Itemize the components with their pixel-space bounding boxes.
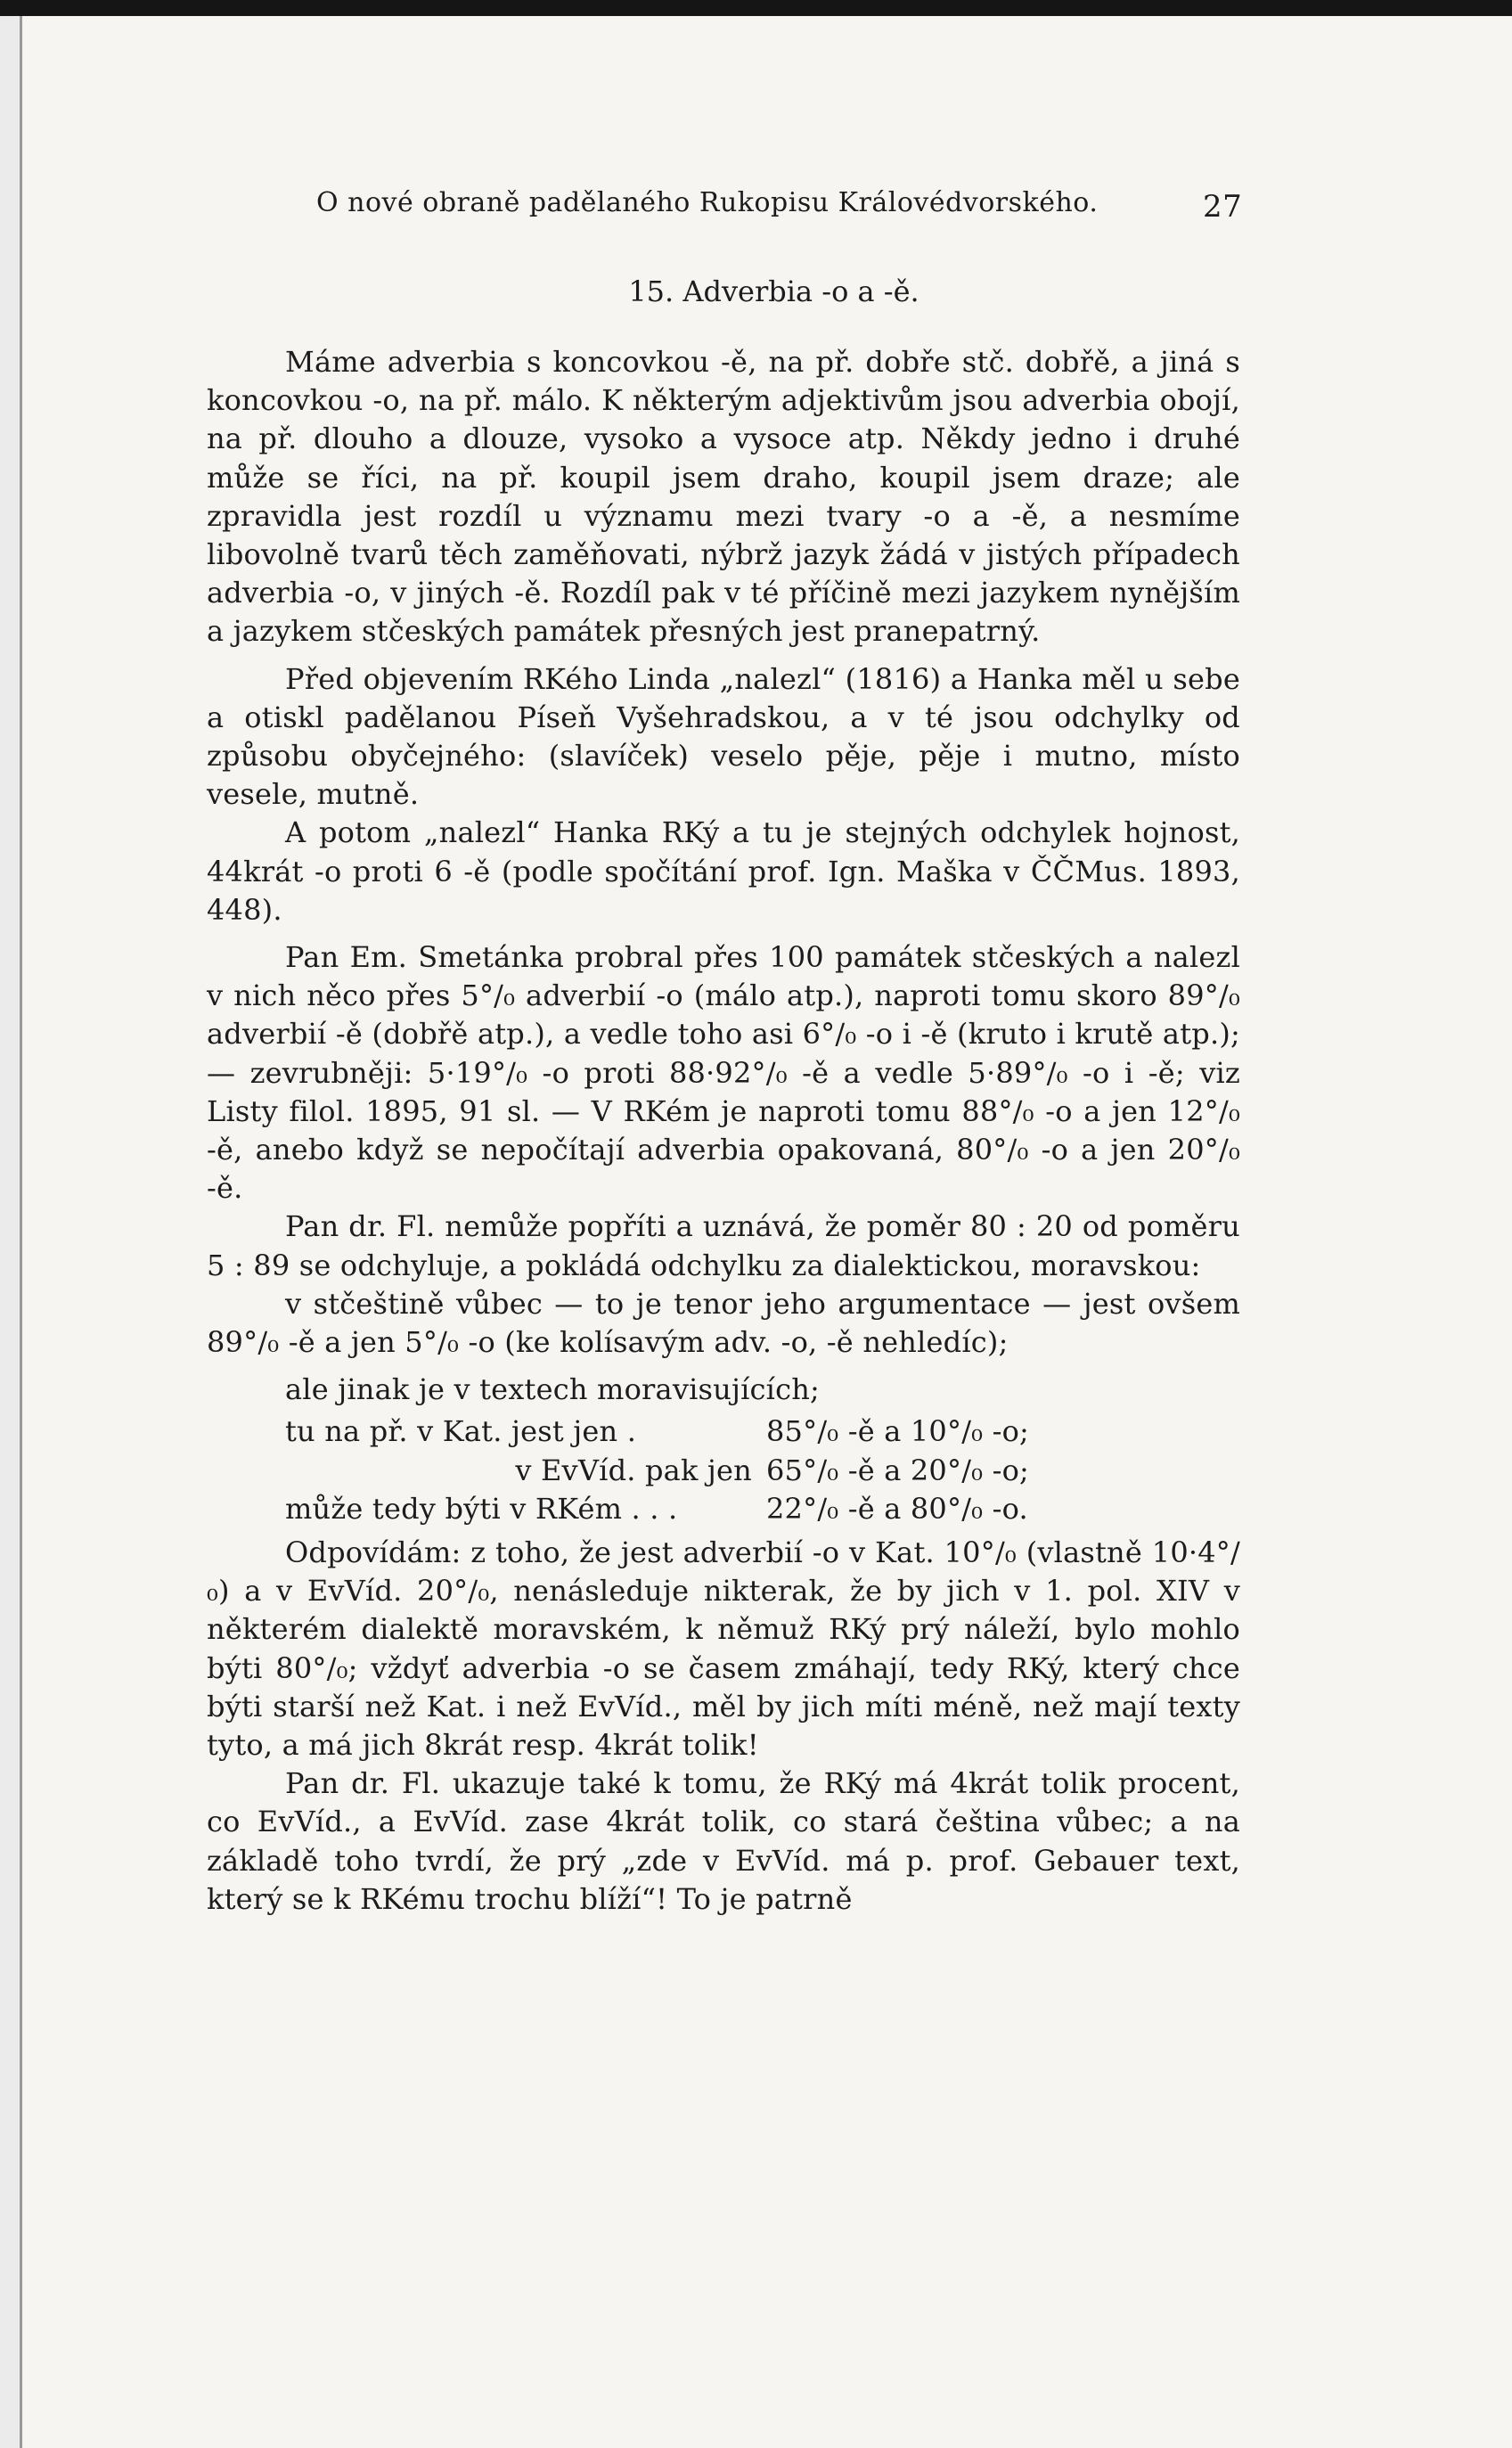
page-top-edge (0, 0, 1512, 16)
paragraph-adverbia-intro: Máme adverbia s koncovkou -ě, na př. dobře stč. dobřě, a jiná s koncovkou -o, na př. málo. K některým adjektivům jsou adverbia obojí, na př. dlouho a dlouze, vysoko a vysoce atp. Někdy jedno i druhé může se říci, na př. koupil jsem draho, koupil jsem draze; ale zpravidla jest rozdíl u významu mezi tvary -o a -ě, a nesmíme libovolně tvarů těch zaměňovati, nýbrž jazyk žádá v jistých případech adverbia -o, v jiných -ě. Rozdíl pak v té příčině mezi jazykem nynějším a jazykem stčeských památek přesných jest pranepatrný. (207, 345, 1240, 649)
table-row (285, 1452, 1240, 1490)
table-value: 22°/₀ -ě a 80°/₀ -o. (766, 1491, 1028, 1526)
paragraph-stcestina: v stčeštině vůbec — to je tenor jeho argumentace — jest ovšem 89°/₀ -ě a jen 5°/₀ -o (ke kolísavým adv. -o, -ě nehledíc); (207, 1286, 1240, 1360)
section-title: 15. Adverbia -o a -ě. (628, 274, 919, 308)
comparison-table (285, 1412, 1240, 1528)
table-label: může tedy býti v RKém . . . (285, 1491, 678, 1526)
body-text (207, 343, 1240, 1919)
running-title: O nové obraně padělaného Rukopisu Královédvorského. (316, 187, 1099, 218)
page-number: 27 (1203, 189, 1243, 225)
page-header (0, 187, 1512, 232)
paragraph-moravisujici: ale jinak je v textech moravisujících; (285, 1372, 821, 1407)
table-label: v EvVíd. pak jen (515, 1453, 752, 1487)
table-label: tu na př. v Kat. jest jen . (285, 1414, 637, 1449)
table-row (285, 1412, 1240, 1451)
paragraph-hanka-rky: A potom „nalezl“ Hanka RKý a tu je stejných odchylek hojnost, 44krát -o proti 6 -ě (podle spočítání prof. Ign. Maška v ČČMus. 1893, 448). (207, 815, 1240, 927)
table-value: 85°/₀ -ě a 10°/₀ -o; (766, 1414, 1030, 1449)
paragraph-dr-fl: Pan dr. Fl. nemůže popříti a uznává, že poměr 80 : 20 od poměru 5 : 89 se odchyluje, a pokládá odchylku za dialektickou, moravskou: (207, 1209, 1240, 1282)
paragraph-odpovidam: Odpovídám: z toho, že jest adverbií -o v Kat. 10°/₀ (vlastně 10·4°/₀) a v EvVíd. 20°/₀, nenásleduje nikterak, že by jich v 1. pol. XIV v některém dialektě moravském, k němuž RKý prý náleží, bylo mohlo býti 80°/₀; vždyť adverbia -o se časem zmáhají, tedy RKý, který chce býti starší než Kat. i než EvVíd., měl by jich míti méně, než mají texty tyto, a má jich 8krát resp. 4krát tolik! (207, 1535, 1240, 1763)
table-value: 65°/₀ -ě a 20°/₀ -o; (766, 1453, 1030, 1487)
table-row (285, 1490, 1240, 1528)
paragraph-smetanka: Pan Em. Smetánka probral přes 100 památek stčeských a nalezl v nich něco přes 5°/₀ adverbií -o (málo atp.), naproti tomu skoro 89°/₀ adverbií -ě (dobřě atp.), a vedle toho asi 6°/₀ -o i -ě (kruto i krutě atp.); — zevrubněji: 5·19°/₀ -o proti 88·92°/₀ -ě a vedle 5·89°/₀ -o i -ě; viz Listy filol. 1895, 91 sl. — V RKém je naproti tomu 88°/₀ -o a jen 12°/₀ -ě, anebo když se nepočítají adverbia opakovaná, 80°/₀ -o a jen 20°/₀ -ě. (207, 940, 1240, 1206)
paragraph-procent: Pan dr. Fl. ukazuje také k tomu, že RKý má 4krát tolik procent, co EvVíd., a EvVíd. zase 4krát tolik, co stará čeština vůbec; a na základě toho tvrdí, že prý „zde v EvVíd. má p. prof. Gebauer text, který se k RKému trochu blíží“! To je patrně (207, 1766, 1240, 1916)
paragraph-pisen-vysehradska: Před objevením RKého Linda „nalezl“ (1816) a Hanka měl u sebe a otiskl padělanou Píseň Vyšehradskou, a v té jsou odchylky od způsobu obyčejného: (slavíček) veselo pěje, pěje i mutno, místo vesele, mutně. (207, 661, 1240, 812)
